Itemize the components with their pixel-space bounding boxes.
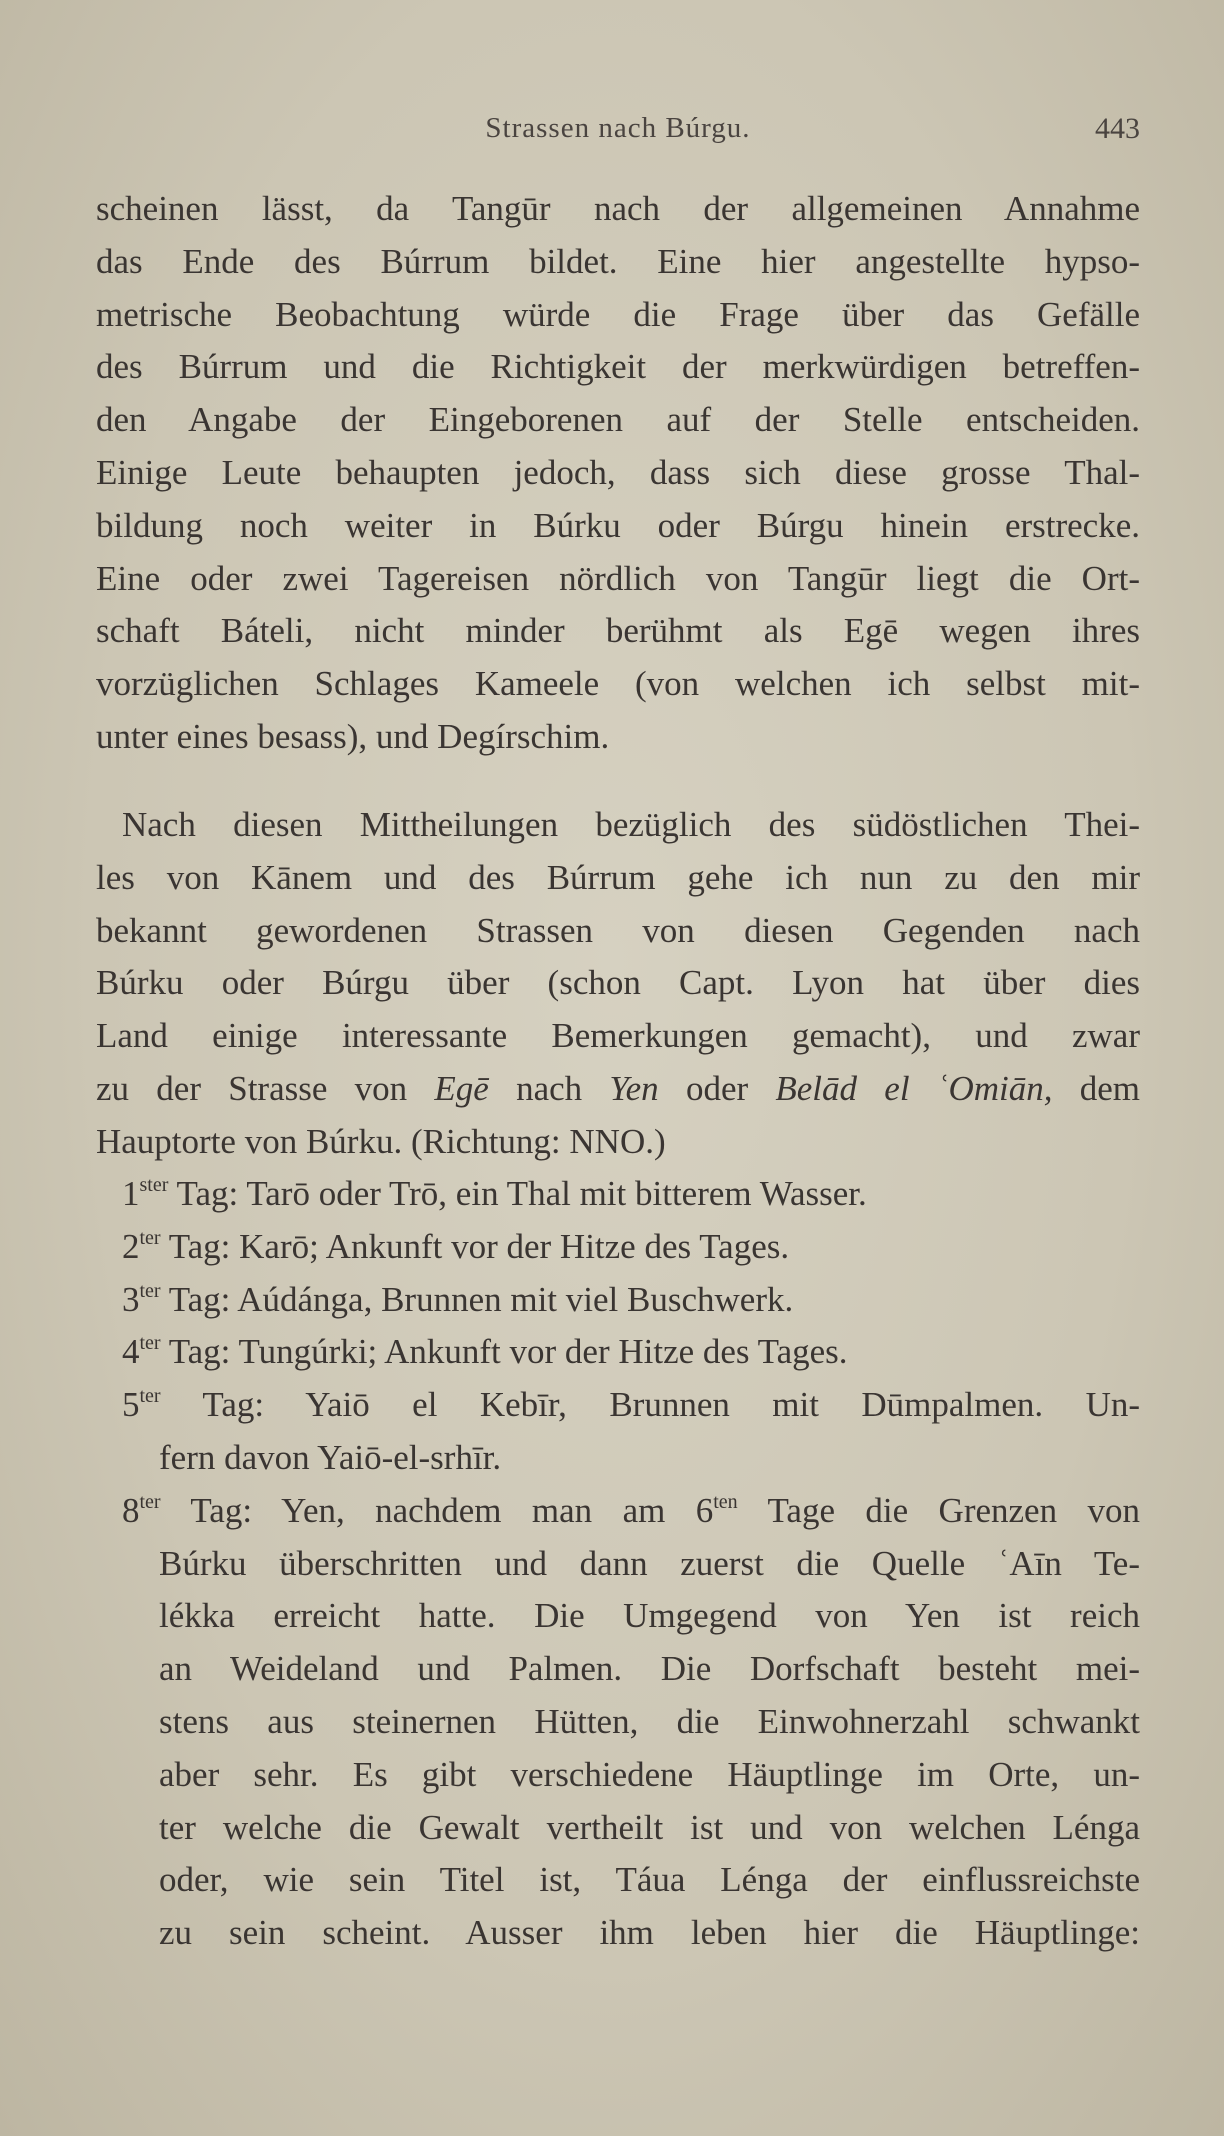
text-line: vorzüglichen Schlages Kameele (von welchen ich selbst mit- xyxy=(96,664,1140,704)
itinerary-day xyxy=(96,1274,1140,1327)
itinerary-day xyxy=(96,1326,1140,1379)
day-ordinal: ter xyxy=(139,1490,161,1513)
day-number: 8 xyxy=(122,1490,140,1530)
itinerary-day xyxy=(96,1379,1140,1432)
day-ordinal: ter xyxy=(139,1332,161,1355)
text-line: Nach diesen Mittheilungen bezüglich des südöstlichen Thei- xyxy=(122,805,1140,844)
day-text: Tag: Yaiō el Kebīr, Brunnen mit Dūmpalmen. Un- xyxy=(160,1385,1140,1425)
text-line: Búrku oder Búrgu über (schon Capt. Lyon hat über dies xyxy=(96,963,1140,1003)
day-text: Tag: Tarō oder Trō, ein Thal mit bitterem Wasser. xyxy=(168,1174,867,1213)
text-line: zu sein scheint. Ausser ihm leben hier die Häuptlinge: xyxy=(159,1913,1140,1953)
text-line: aber sehr. Es gibt verschiedene Häuptlinge im Orte, un- xyxy=(159,1754,1140,1794)
text-line: metrische Beobachtung würde die Frage über das Gefälle xyxy=(96,294,1140,334)
day-text: Tag: Aúdánga, Brunnen mit viel Buschwerk. xyxy=(160,1279,794,1319)
day-text: Tag: Yen, nachdem man am xyxy=(160,1490,696,1530)
day-ordinal: ten xyxy=(713,1490,738,1513)
place-name: Egē xyxy=(434,1068,489,1108)
route-text: nach xyxy=(488,1068,610,1108)
day-number: 4 xyxy=(122,1332,140,1372)
route-text: oder xyxy=(658,1068,776,1108)
text-line: bekannt gewordenen Strassen von diesen Gegenden nach xyxy=(96,910,1140,950)
text-line: ter welche die Gewalt vertheilt ist und von welchen Lénga xyxy=(159,1807,1140,1847)
day-text: Tag: Tungúrki; Ankunft vor der Hitze des Tages. xyxy=(160,1332,848,1372)
day-ordinal: ster xyxy=(139,1174,169,1196)
itinerary-day xyxy=(96,1168,1140,1221)
day-text: Tag: Karō; Ankunft vor der Hitze des Tages. xyxy=(160,1226,790,1266)
place-name: Belād el ʿOmiān, xyxy=(775,1068,1053,1108)
day-number: 6 xyxy=(695,1490,714,1530)
text-line: Búrku überschritten und dann zuerst die Quelle ʿAīn Te- xyxy=(159,1543,1140,1583)
day-number: 5 xyxy=(122,1385,140,1425)
day-ordinal: ter xyxy=(139,1279,161,1302)
route-line xyxy=(96,1063,1140,1116)
text-line: stens aus steinernen Hütten, die Einwohnerzahl schwankt xyxy=(159,1701,1140,1741)
running-title: Strassen nach Búrgu. xyxy=(485,112,751,144)
itinerary xyxy=(96,1168,1140,1960)
text-line: scheinen lässt, da Tangūr nach der allgemeinen Annahme xyxy=(96,189,1140,228)
itinerary-day xyxy=(96,1221,1140,1274)
text-line: schaft Báteli, nicht minder berühmt als Egē wegen ihres xyxy=(96,611,1140,651)
route-suffix: dem xyxy=(1052,1068,1140,1108)
text-line: unter eines besass), und Degírschim. xyxy=(96,716,610,756)
text-line: des Búrrum und die Richtigkeit der merkwürdigen betreffen- xyxy=(96,347,1140,387)
text-line: bildung noch weiter in Búrku oder Búrgu hinein erstrecke. xyxy=(96,505,1140,545)
text-line: fern davon Yaiō-el-srhīr. xyxy=(159,1437,502,1477)
day-ordinal: ter xyxy=(139,1385,161,1408)
day-ordinal: ter xyxy=(139,1226,161,1249)
paragraph-1 xyxy=(96,183,1140,764)
day-number: 1 xyxy=(122,1174,140,1213)
text-line: an Weideland und Palmen. Die Dorfschaft besteht mei- xyxy=(159,1649,1140,1689)
itinerary-day xyxy=(96,1485,1140,1538)
place-name: Yen xyxy=(609,1068,659,1108)
day-text: Tage die Grenzen von xyxy=(737,1490,1141,1530)
text-line: Eine oder zwei Tagereisen nördlich von Tangūr liegt die Ort- xyxy=(96,558,1140,598)
text-line: Einige Leute behaupten jedoch, dass sich diese grosse Thal- xyxy=(96,452,1140,492)
text-line: lékka erreicht hatte. Die Umgegend von Yen ist reich xyxy=(159,1596,1140,1636)
page-header xyxy=(96,112,1140,152)
page-number: 443 xyxy=(1095,112,1140,145)
day-number: 3 xyxy=(122,1279,140,1319)
paragraph-2 xyxy=(96,799,1140,1169)
route-prefix: zu der Strasse von xyxy=(96,1068,435,1108)
text-line: das Ende des Búrrum bildet. Eine hier angestellte hypso- xyxy=(96,241,1140,281)
text-line: oder, wie sein Titel ist, Táua Lénga der einflussreichste xyxy=(159,1860,1140,1900)
text-line: les von Kānem und des Búrrum gehe ich nun zu den mir xyxy=(96,857,1140,897)
text-line: den Angabe der Eingeborenen auf der Stelle entscheiden. xyxy=(96,400,1140,440)
text-line: Hauptorte von Búrku. (Richtung: NNO.) xyxy=(96,1121,666,1161)
day-number: 2 xyxy=(122,1226,140,1266)
text-line: Land einige interessante Bemerkungen gemacht), und zwar xyxy=(96,1016,1140,1056)
